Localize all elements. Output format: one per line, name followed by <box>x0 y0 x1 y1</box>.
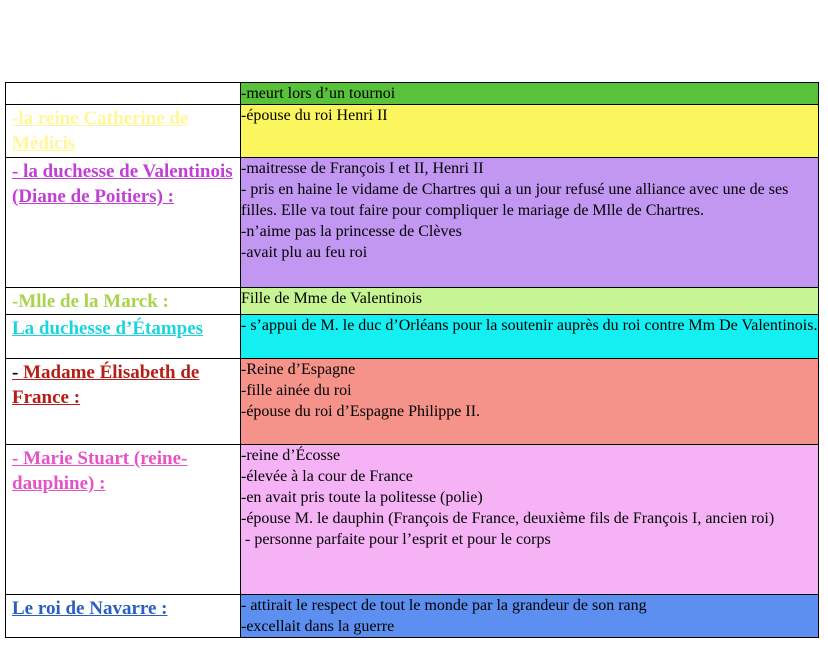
character-name-cell <box>6 445 241 595</box>
description-line: -Reine d’Espagne <box>241 361 356 378</box>
character-name: -Mlle de la Marck : <box>12 291 169 312</box>
description-line: -élevée à la cour de France <box>241 468 413 485</box>
description-line: -en avait pris toute la politesse (polie) <box>241 489 483 506</box>
description-line: -reine d’Écosse <box>241 447 341 464</box>
character-name-cell <box>6 359 241 445</box>
description-cell <box>241 595 819 638</box>
character-name-cell <box>6 83 241 105</box>
description-line: Fille de Mme de Valentinois <box>241 290 423 307</box>
character-name: Madame Élisabeth de France : <box>12 362 200 408</box>
description-line: - s’appui de M. le duc d’Orléans pour la soutenir auprès du roi contre Mm De Valentinois. <box>241 317 818 334</box>
character-name-cell <box>6 105 241 158</box>
character-name-cell <box>6 315 241 359</box>
character-name-cell <box>6 595 241 638</box>
description-cell <box>241 359 819 445</box>
description-cell <box>241 158 819 288</box>
table-row <box>6 359 819 445</box>
description-line: -épouse du roi d’Espagne Philippe II. <box>241 403 481 420</box>
character-name-cell <box>6 288 241 315</box>
description-cell <box>241 315 819 359</box>
table-row <box>6 445 819 595</box>
table-row <box>6 158 819 288</box>
table-row <box>6 105 819 158</box>
description-line: -fille ainée du roi <box>241 382 352 399</box>
character-name-cell <box>6 158 241 288</box>
description-line: - pris en haine le vidame de Chartres qui a un jour refusé une alliance avec une de ses filles. Elle va tout faire pour compliquer le mariage de Mlle de Chartres. <box>241 181 793 219</box>
description-line: -épouse M. le dauphin (François de France, deuxième fils de François I, ancien roi) <box>241 510 775 527</box>
description-line: - personne parfaite pour l’esprit et pour le corps <box>241 531 551 548</box>
characters-table <box>5 82 819 638</box>
table-row <box>6 595 819 638</box>
description-line: -excellait dans la guerre <box>241 618 395 635</box>
character-name: La duchesse d’Étampes <box>12 318 204 339</box>
table-row <box>6 83 819 105</box>
character-name: -la reine Catherine de Médicis <box>12 108 189 154</box>
character-name: - Marie Stuart (reine-dauphine) : <box>12 448 188 494</box>
character-name: Le roi de Navarre : <box>12 598 168 619</box>
description-cell <box>241 105 819 158</box>
description-line: -maitresse de François I et II, Henri II <box>241 160 484 177</box>
table-row <box>6 315 819 359</box>
character-name-wrapper <box>6 359 240 410</box>
character-name: - la duchesse de Valentinois (Diane de Poitiers) : <box>12 161 233 207</box>
description-line: -épouse du roi Henri II <box>241 107 388 124</box>
description-cell <box>241 445 819 595</box>
description-line: -avait plu au feu roi <box>241 244 368 261</box>
name-prefix: - <box>12 362 24 383</box>
description-line: -meurt lors d’un tournoi <box>241 85 396 102</box>
description-line: - attirait le respect de tout le monde par la grandeur de son rang <box>241 597 647 614</box>
description-cell <box>241 83 819 105</box>
description-line: -n’aime pas la princesse de Clèves <box>241 223 462 240</box>
description-cell <box>241 288 819 315</box>
table-row <box>6 288 819 315</box>
